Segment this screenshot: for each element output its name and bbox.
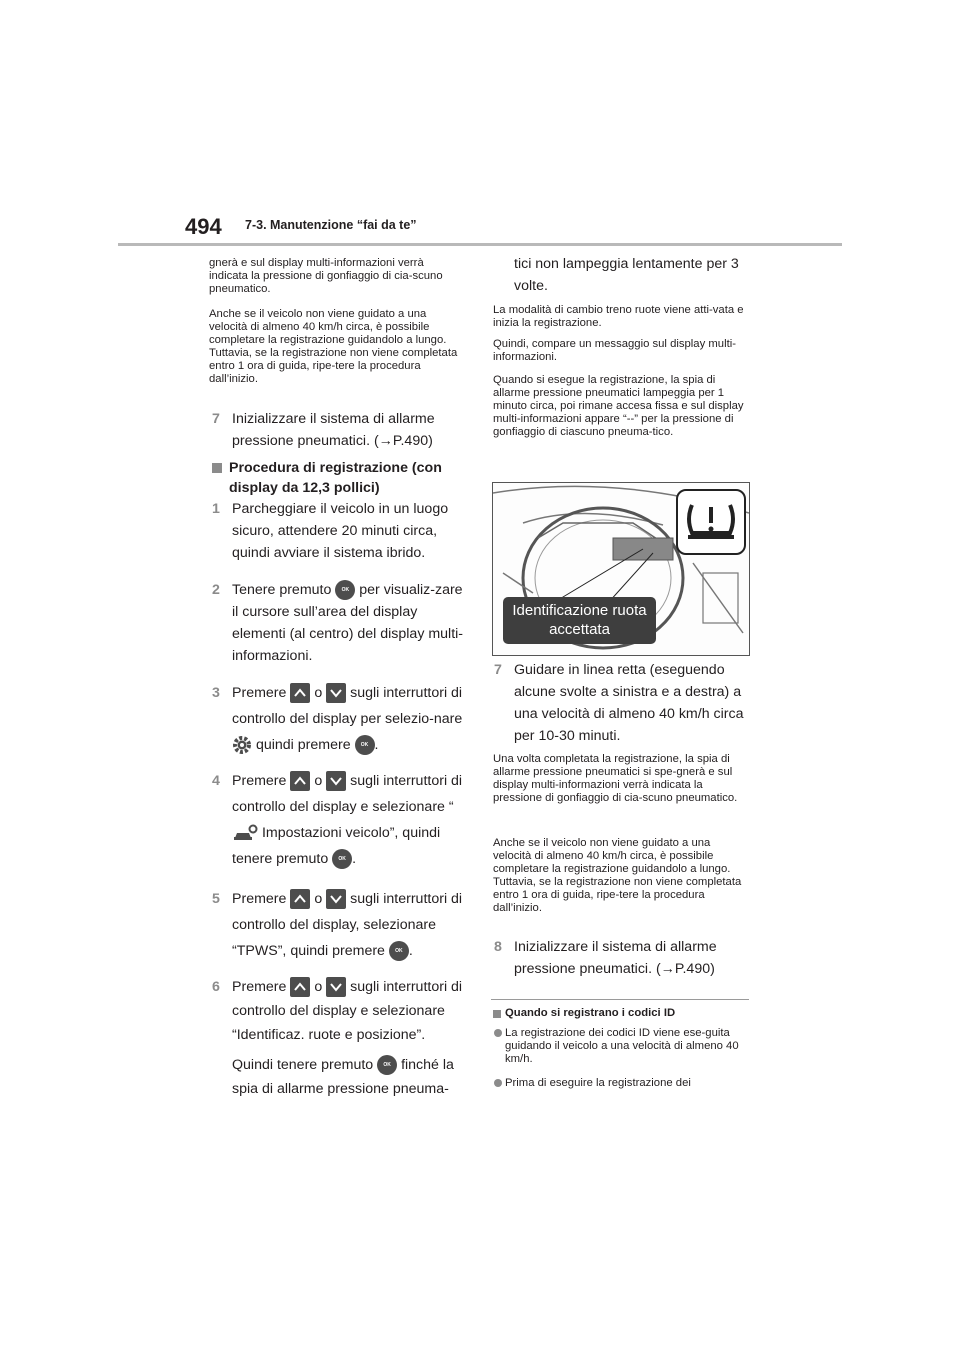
note-item: Prima di eseguire la registrazione dei [505, 1077, 749, 1090]
chevron-down-icon [326, 683, 346, 703]
circle-bullet-icon [494, 1079, 502, 1087]
step-number: 4 [212, 773, 220, 789]
square-bullet-icon [493, 1010, 501, 1018]
notes-divider [491, 999, 749, 1000]
paragraph-mode: La modalità di cambio treno ruote viene atti-vata e inizia la registrazione. [493, 304, 744, 329]
paragraph-message: Quindi, compare un messaggio sul display multi-informazioni. [493, 338, 736, 363]
step-text: Inizializzare il sistema di allarme pressione pneumatici. (→P.490) [232, 411, 435, 449]
paragraph-completed: Una volta completata la registrazione, la spia di allarme pressione pneumatici si spe-gnerà e sul display multi-informazioni verrà indicata la pressione di gonfiaggio di cia-scuno pneumatico. [493, 753, 738, 804]
intro-paragraph-2: Anche se il veicolo non viene guidato a una velocità di almeno 40 km/h circa, è possibile completare la registrazione guidandolo a lungo. Tuttavia, se la registrazione non viene completata entro 1 ora di guida, ripe-tere la procedura dall’inizio. [209, 308, 458, 385]
step-number: 7 [494, 662, 502, 678]
step-number: 1 [212, 501, 220, 517]
step-7-right [494, 659, 749, 747]
chevron-up-icon [290, 889, 310, 909]
paragraph-registration: Quando si esegue la registrazione, la spia di allarme pressione pneumatici lampeggia per 1 minuto circa, poi rimane accesa fissa e sul display multi-informazioni appare “--” per la pressione di gonfiaggio di ciascuno pneuma-tico. [493, 374, 744, 438]
note-heading: Quando si registrano i codici ID [505, 1007, 749, 1020]
step-number: 3 [212, 685, 220, 701]
section-title: 7-3. Manutenzione “fai da te” [245, 218, 417, 232]
step-text: Parcheggiare il veicolo in un luogo sicuro, attendere 20 minuti circa, quindi avviare il sistema ibrido. [232, 501, 449, 561]
step-6-continued: tici non lampeggia lentamente per 3 volte. [514, 256, 739, 294]
step-6: 6 Premere o sugli interruttori di controllo del display e selezionare “Identificaz. ruote e posizione”. Quindi tenere premuto OK finché la spia di allarme pressione pneuma- [232, 975, 464, 1101]
step-text: Guidare in linea retta (eseguendo alcune svolte a sinistra e a destra) a una velocità di almeno 40 km/h circa per 10-30 minuti. [514, 662, 744, 744]
chevron-down-icon [326, 889, 346, 909]
tire-pressure-warning-icon [676, 489, 746, 555]
gear-icon [232, 735, 252, 755]
step-number: 8 [494, 939, 502, 955]
chevron-up-icon [290, 977, 310, 997]
step-5: 5 Premere o sugli interruttori di controllo del display, selezionare “TPWS”, quindi premere OK . [232, 886, 464, 964]
step-number: 2 [212, 582, 220, 598]
square-bullet-icon [212, 463, 222, 473]
step-number: 6 [212, 979, 220, 995]
ok-button-icon: OK [389, 941, 409, 961]
circle-bullet-icon [494, 1029, 502, 1037]
chevron-down-icon [326, 977, 346, 997]
subheading [229, 458, 464, 498]
paragraph-long-drive: Anche se il veicolo non viene guidato a una velocità di almeno 40 km/h circa, è possibile completare la registrazione guidandolo a lungo. Tuttavia, se la registrazione non viene completata entro 1 ora di guida, ripe-tere la procedura dall’inizio. [493, 837, 742, 914]
subheading-text: Procedura di registrazione (con display da 12,3 pollici) [229, 460, 442, 496]
page-number: 494 [185, 214, 222, 239]
ok-button-icon: OK [355, 735, 375, 755]
step-3: 3 Premere o sugli interruttori di controllo del display per selezio-nare quindi premere OK . [232, 680, 464, 758]
chevron-up-icon [290, 683, 310, 703]
step-1 [212, 498, 464, 564]
ok-button-icon: OK [335, 580, 355, 600]
car-settings-icon [232, 823, 258, 843]
chevron-up-icon [290, 771, 310, 791]
step-8 [494, 936, 749, 980]
chevron-down-icon [326, 771, 346, 791]
ok-button-icon: OK [377, 1055, 397, 1075]
step-number: 5 [212, 891, 220, 907]
ok-button-icon: OK [332, 849, 352, 869]
step-7-left [212, 408, 464, 452]
intro-paragraph-1: gnerà e sul display multi-informazioni verrà indicata la pressione di gonfiaggio di cia-scuno pneumatico. [209, 257, 443, 295]
dashboard-illustration [492, 482, 750, 656]
wheel-id-accepted-message: Identificazione ruota accettata [503, 597, 656, 644]
header-divider [118, 243, 842, 246]
note-item: La registrazione dei codici ID viene ese-guita guidando il veicolo a una velocità di almeno 40 km/h. [505, 1027, 749, 1066]
step-2: 2 Tenere premuto OK per visualiz-zare il cursore sull’area del display elementi (al centro) del display multi-informazioni. [232, 579, 464, 667]
step-4: 4 Premere o sugli interruttori di controllo del display e selezionare “ Impostazioni veicolo”, quindi tenere premuto OK . [232, 768, 464, 872]
step-number: 7 [212, 411, 220, 427]
step-text: Inizializzare il sistema di allarme pressione pneumatici. (→P.490) [514, 939, 717, 977]
